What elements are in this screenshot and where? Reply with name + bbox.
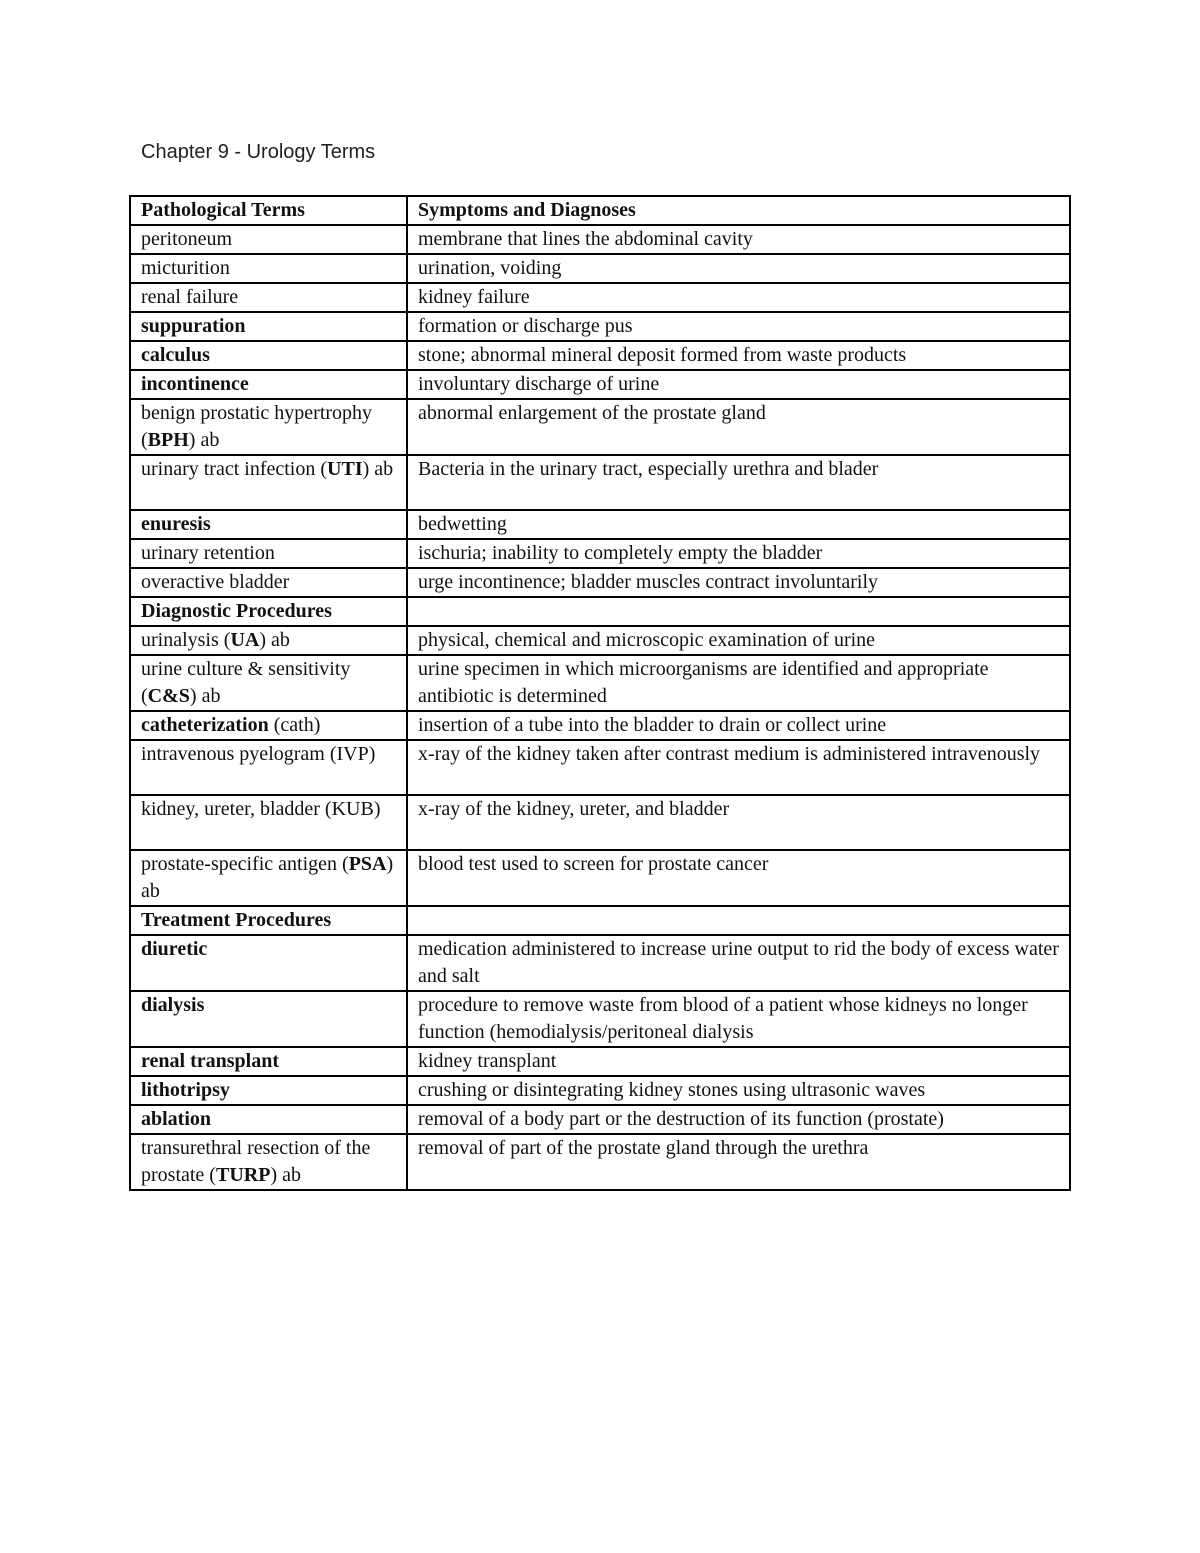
description-cell: membrane that lines the abdominal cavity (407, 225, 1070, 254)
term-cell (130, 399, 407, 455)
table-row (130, 1134, 1070, 1190)
page-title: Chapter 9 - Urology Terms (141, 141, 376, 163)
table-row (130, 935, 1070, 991)
description-cell: x-ray of the kidney, ureter, and bladder (407, 795, 1070, 850)
term-suffix: ) ab (141, 853, 394, 902)
term-abbreviation: C&S (147, 685, 190, 707)
term-cell (130, 1134, 407, 1190)
table-row (130, 1076, 1070, 1105)
term-cell: dialysis (130, 991, 407, 1047)
term-text: urinary tract infection ( (141, 458, 328, 480)
table-row (130, 312, 1070, 341)
term-cell: incontinence (130, 370, 407, 399)
section-header-row (130, 906, 1070, 935)
urology-terms-table (129, 195, 1071, 1191)
description-cell: involuntary discharge of urine (407, 370, 1070, 399)
description-cell: removal of part of the prostate gland through the urethra (407, 1134, 1070, 1190)
description-cell: urine specimen in which microorganisms are identified and appropriate antibiotic is determined (407, 655, 1070, 711)
description-cell: kidney failure (407, 283, 1070, 312)
term-cell: micturition (130, 254, 407, 283)
term-cell: renal failure (130, 283, 407, 312)
term-cell: enuresis (130, 510, 407, 539)
table-row (130, 283, 1070, 312)
description-cell: insertion of a tube into the bladder to drain or collect urine (407, 711, 1070, 740)
table-row (130, 795, 1070, 850)
empty-cell (407, 597, 1070, 626)
table-row (130, 626, 1070, 655)
term-cell: suppuration (130, 312, 407, 341)
column-header-descriptions: Symptoms and Diagnoses (407, 196, 1070, 225)
table-row (130, 1047, 1070, 1076)
table-header-row (130, 196, 1070, 225)
term-suffix: ) ab (362, 458, 394, 480)
term-cell (130, 850, 407, 906)
term-cell: calculus (130, 341, 407, 370)
term-suffix: ) ab (189, 685, 221, 707)
term-suffix: ) ab (259, 629, 290, 651)
table-row (130, 568, 1070, 597)
description-cell: x-ray of the kidney taken after contrast medium is administered intravenously (407, 740, 1070, 795)
table-row (130, 740, 1070, 795)
term-cell: ablation (130, 1105, 407, 1134)
term-cell: urinary retention (130, 539, 407, 568)
section-header-diagnostic: Diagnostic Procedures (130, 597, 407, 626)
term-suffix: ) ab (270, 1164, 301, 1186)
term-text: urinalysis ( (141, 629, 231, 651)
description-cell: crushing or disintegrating kidney stones using ultrasonic waves (407, 1076, 1070, 1105)
term-text: benign prostatic hypertrophy ( (141, 402, 373, 451)
table-row (130, 254, 1070, 283)
table-row (130, 539, 1070, 568)
term-cell (130, 455, 407, 510)
term-text: prostate-specific antigen ( (141, 853, 349, 875)
table-row (130, 341, 1070, 370)
term-cell (130, 711, 407, 740)
description-cell: formation or discharge pus (407, 312, 1070, 341)
term-cell (130, 655, 407, 711)
term-abbreviation: UA (230, 629, 260, 651)
table-row (130, 655, 1070, 711)
description-cell: procedure to remove waste from blood of a patient whose kidneys no longer function (hemodialysis/peritoneal dialysis (407, 991, 1070, 1047)
table-row (130, 399, 1070, 455)
term-cell: peritoneum (130, 225, 407, 254)
term-abbreviation: BPH (147, 429, 189, 451)
term-text: catheterization (141, 714, 269, 736)
description-cell: abnormal enlargement of the prostate gland (407, 399, 1070, 455)
table-row (130, 850, 1070, 906)
description-cell: ischuria; inability to completely empty the bladder (407, 539, 1070, 568)
description-cell: urination, voiding (407, 254, 1070, 283)
description-cell: removal of a body part or the destruction of its function (prostate) (407, 1105, 1070, 1134)
description-cell: urge incontinence; bladder muscles contract involuntarily (407, 568, 1070, 597)
description-cell: blood test used to screen for prostate cancer (407, 850, 1070, 906)
section-header-treatment: Treatment Procedures (130, 906, 407, 935)
term-cell (130, 626, 407, 655)
table-row (130, 370, 1070, 399)
term-cell: intravenous pyelogram (IVP) (130, 740, 407, 795)
term-cell: renal transplant (130, 1047, 407, 1076)
table-row (130, 711, 1070, 740)
description-cell: bedwetting (407, 510, 1070, 539)
table-row (130, 1105, 1070, 1134)
empty-cell (407, 906, 1070, 935)
description-cell: physical, chemical and microscopic examination of urine (407, 626, 1070, 655)
term-suffix: (cath) (268, 714, 321, 736)
table-row (130, 225, 1070, 254)
term-cell: diuretic (130, 935, 407, 991)
term-abbreviation: UTI (327, 458, 363, 480)
table-row (130, 455, 1070, 510)
term-cell: kidney, ureter, bladder (KUB) (130, 795, 407, 850)
description-cell: medication administered to increase urine output to rid the body of excess water and salt (407, 935, 1070, 991)
column-header-terms: Pathological Terms (130, 196, 407, 225)
term-abbreviation: PSA (348, 853, 387, 875)
description-cell: Bacteria in the urinary tract, especially urethra and blader (407, 455, 1070, 510)
table-row (130, 510, 1070, 539)
description-cell: kidney transplant (407, 1047, 1070, 1076)
term-text: urine culture & sensitivity ( (141, 658, 351, 707)
description-cell: stone; abnormal mineral deposit formed from waste products (407, 341, 1070, 370)
term-suffix: ) ab (188, 429, 220, 451)
term-abbreviation: TURP (215, 1164, 271, 1186)
table-row (130, 991, 1070, 1047)
section-header-row (130, 597, 1070, 626)
term-cell: overactive bladder (130, 568, 407, 597)
term-text: transurethral resection of the prostate ( (141, 1137, 371, 1186)
term-cell: lithotripsy (130, 1076, 407, 1105)
